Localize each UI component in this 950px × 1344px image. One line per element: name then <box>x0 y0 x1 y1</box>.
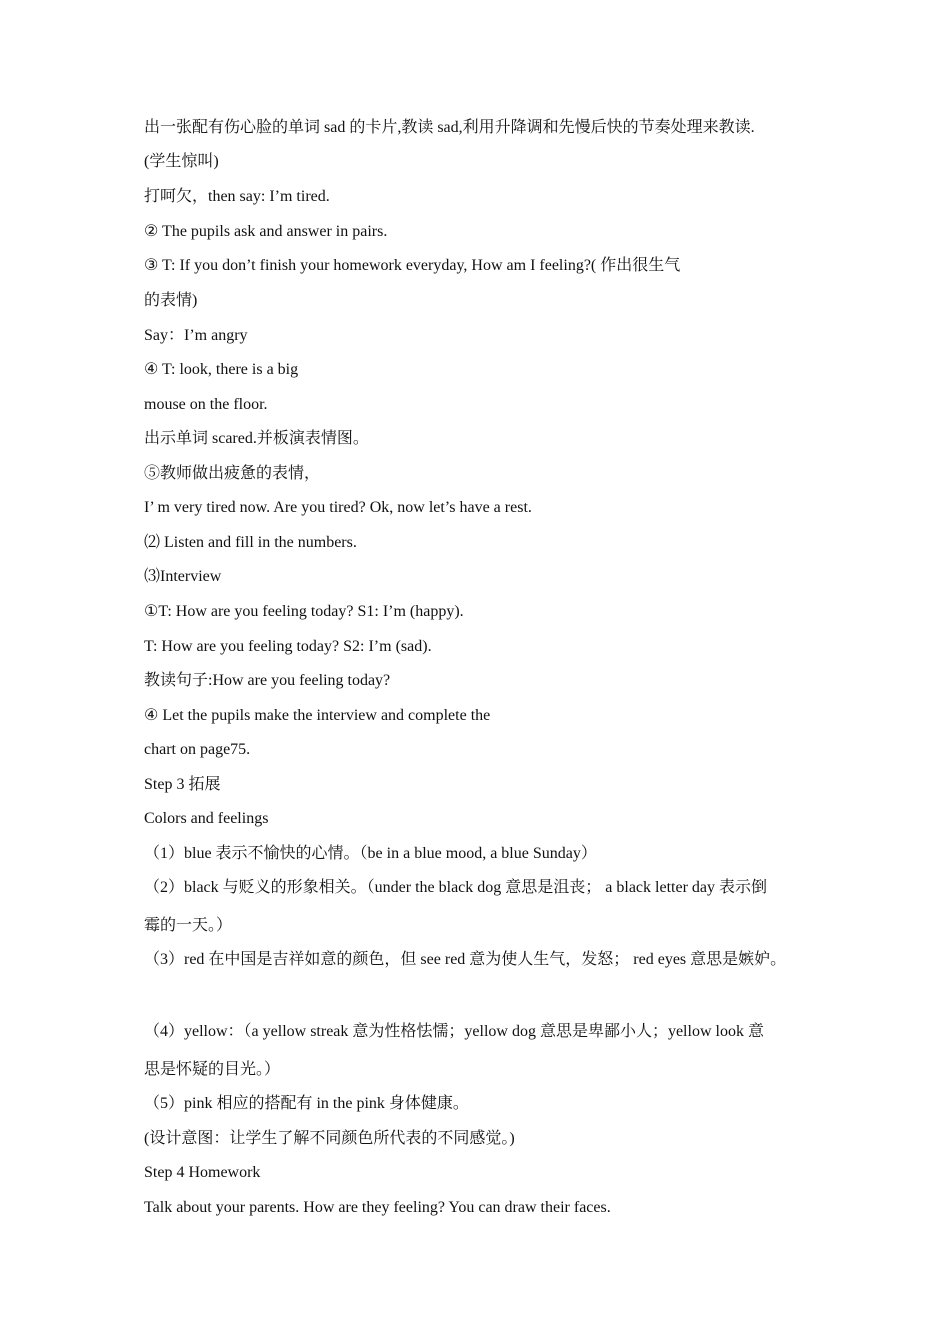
text-line: 教读句子:How are you feeling today? <box>144 672 391 689</box>
text-line: chart on page75. <box>144 741 251 758</box>
text-line: ④ T: look, there is a big <box>144 361 299 378</box>
text-line: 出一张配有伤心脸的单词 sad 的卡片,教读 sad,利用升降调和先慢后快的节奏处理来教读. <box>144 119 755 136</box>
text-line: 思是怀疑的目光。） <box>144 1061 281 1078</box>
text-line: Step 4 Homework <box>144 1164 261 1181</box>
text-line: (设计意图：让学生了解不同颜色所代表的不同感觉。) <box>144 1130 515 1147</box>
text-line: T: How are you feeling today? S2: I’m (sad). <box>144 638 432 655</box>
text-line: ⑵ Listen and fill in the numbers. <box>144 534 357 551</box>
text-line: 的表情) <box>144 292 198 309</box>
text-line: 打呵欠，then say: I’m tired. <box>144 188 330 205</box>
text-line: （3）red 在中国是吉祥如意的颜色，但 see red 意为使人生气，发怒； red eyes 意思是嫉妒。 <box>144 951 787 968</box>
text-line: ④ Let the pupils make the interview and complete the <box>144 707 491 724</box>
text-line: 霉的一天。） <box>144 917 233 934</box>
text-line: ⑶Interview <box>144 568 222 585</box>
text-line: （1）blue 表示不愉快的心情。（be in a blue mood, a blue Sunday） <box>144 845 597 862</box>
text-line: I’ m very tired now. Are you tired? Ok, now let’s have a rest. <box>144 499 532 516</box>
text-line: (学生惊叫) <box>144 153 219 170</box>
text-line: Talk about your parents. How are they feeling? You can draw their faces. <box>144 1199 611 1216</box>
text-line: 出示单词 scared.并板演表情图。 <box>144 430 369 447</box>
text-line: （2）black 与贬义的形象相关。（under the black dog 意思是沮丧； a black letter day 表示倒 <box>144 879 767 896</box>
text-line: （5）pink 相应的搭配有 in the pink 身体健康。 <box>144 1095 469 1112</box>
text-line: （4）yellow：（a yellow streak 意为性格怯懦；yellow dog 意思是卑鄙小人；yellow look 意 <box>144 1023 764 1040</box>
text-line: mouse on the floor. <box>144 396 268 413</box>
text-line: Say：I’m angry <box>144 327 248 344</box>
text-line: Step 3 拓展 <box>144 776 221 793</box>
text-line: ② The pupils ask and answer in pairs. <box>144 223 388 240</box>
text-line: ⑤教师做出疲惫的表情， <box>144 465 321 482</box>
text-line: ①T: How are you feeling today? S1: I’m (happy). <box>144 603 464 620</box>
text-line: Colors and feelings <box>144 810 269 827</box>
text-line: ③ T: If you don’t finish your homework everyday, How am I feeling?( 作出很生气 <box>144 257 681 274</box>
